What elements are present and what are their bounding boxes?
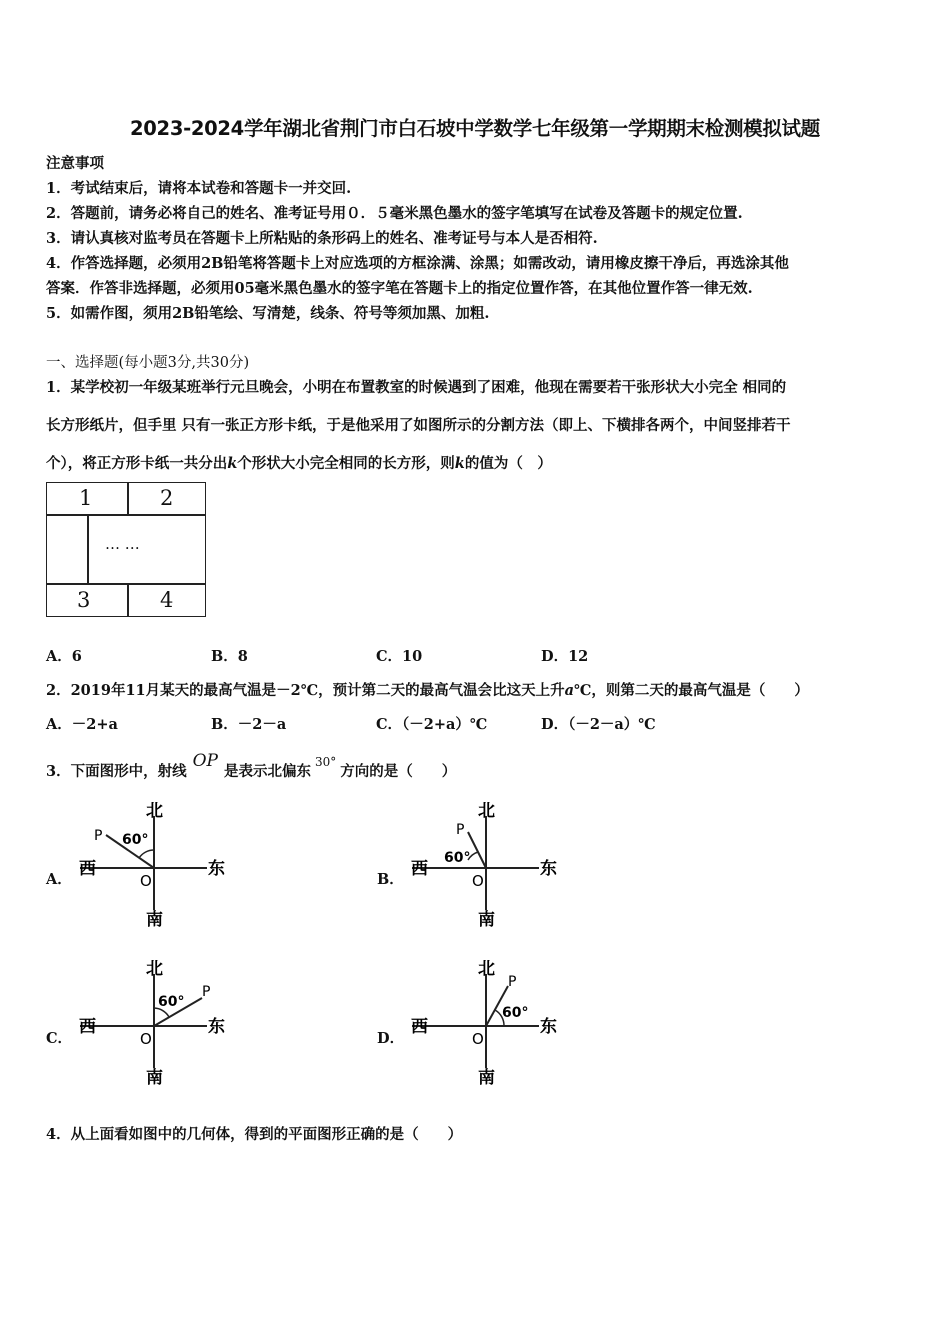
notice-item: 4．作答选择题，必须用2B铅笔将答题卡上对应选项的方框涂满、涂黑；如需改动，请用橡皮擦干净后，再选涂其他 [46, 255, 789, 272]
compass-figure-c [72, 960, 242, 1085]
q2-option-b[interactable]: B．－2－a [211, 716, 287, 733]
section-heading: 一、选择题(每小题3分,共30分) [46, 355, 250, 371]
angle-label: 60° [158, 994, 185, 1010]
q2-stem: 2．2019年11月某天的最高气温是－2℃，预计第二天的最高气温会比这天上升a℃，则第二天的最高气温是（ ） [46, 682, 809, 699]
south-label: 南 [146, 1068, 163, 1085]
q4-stem: 4．从上面看如图中的几何体，得到的平面图形正确的是（ ） [46, 1126, 463, 1143]
east-label: 东 [540, 1017, 557, 1037]
notice-item: 3．请认真核对监考员在答题卡上所粘贴的条形码上的姓名、准考证号与本人是否相符. [46, 230, 598, 247]
q3-stem: 3．下面图形中，射线OP是表示北偏东$^{30^\circ}$方向的是（ ） [46, 751, 457, 780]
origin-label: O [472, 1030, 484, 1048]
angle-label: 60° [502, 1005, 529, 1021]
point-label: P [94, 828, 103, 844]
south-label: 南 [478, 1068, 495, 1085]
page-title: 2023-2024学年湖北省荆门市白石坡中学数学七年级第一学期期末检测模拟试题 [130, 117, 820, 140]
point-label: P [508, 974, 517, 990]
cell-label: 3 [77, 588, 91, 612]
notice-item: 5．如需作图，须用2B铅笔绘、写清楚，线条、符号等须加黑、加粗. [46, 305, 490, 322]
q2-option-a[interactable]: A．－2+a [46, 716, 118, 733]
west-label: 西 [79, 1017, 96, 1037]
east-label: 东 [208, 859, 225, 879]
q1-line1: 1．某学校初一年级某班举行元旦晚会，小明在布置教室的时候遇到了困难，他现在需要若干张形状大小完全 相同的 [46, 379, 787, 396]
q3-option-a[interactable]: A． [46, 871, 72, 888]
q3-option-d[interactable]: D． [377, 1030, 405, 1047]
notice-heading: 注意事项 [46, 155, 104, 172]
q1-option-c[interactable]: C．10 [376, 648, 423, 665]
north-label: 北 [146, 802, 163, 821]
notice-item: 2．答题前，请务必将自己的姓名、准考证号用０．５毫米黑色墨水的签字笔填写在试卷及答题卡的规定位置. [46, 205, 743, 222]
north-label: 北 [146, 960, 163, 979]
angle-label: 60° [444, 850, 471, 866]
q1-line2: 长方形纸片，但手里 只有一张正方形卡纸，于是他采用了如图所示的分割方法（即上、下横排各两个，中间竖排若干 [46, 417, 791, 434]
west-label: 西 [411, 859, 428, 879]
origin-label: O [140, 1030, 152, 1048]
compass-figure-a [72, 802, 242, 927]
q1-line3: 个），将正方形卡纸一共分出k个形状大小完全相同的长方形，则k的值为（ ） [46, 455, 552, 472]
west-label: 西 [79, 859, 96, 879]
point-label: P [456, 822, 465, 838]
east-label: 东 [540, 859, 557, 879]
north-label: 北 [478, 960, 495, 979]
compass-figure-b [404, 802, 574, 927]
notice-item: 答案．作答非选择题，必须用05毫米黑色墨水的签字笔在答题卡上的指定位置作答，在其他位置作答一律无效. [46, 280, 753, 297]
origin-label: O [472, 872, 484, 890]
east-label: 东 [208, 1017, 225, 1037]
cell-dots: … … [105, 535, 140, 553]
compass-figure-d [404, 960, 574, 1085]
q1-option-b[interactable]: B．8 [211, 648, 248, 665]
cell-label: 2 [160, 486, 174, 510]
q1-figure [46, 482, 206, 617]
south-label: 南 [478, 910, 495, 927]
q3-option-c[interactable]: C． [46, 1030, 73, 1047]
point-label: P [202, 984, 211, 1000]
south-label: 南 [146, 910, 163, 927]
q2-option-c[interactable]: C．（－2+a）℃ [376, 716, 488, 733]
north-label: 北 [478, 802, 495, 821]
origin-label: O [140, 872, 152, 890]
q1-option-d[interactable]: D．12 [541, 648, 589, 665]
cell-label: 4 [160, 588, 174, 612]
q2-option-d[interactable]: D．（－2－a）℃ [541, 716, 656, 733]
notice-item: 1．考试结束后，请将本试卷和答题卡一并交回. [46, 180, 352, 197]
q1-option-a[interactable]: A．6 [46, 648, 82, 665]
cell-label: 1 [79, 486, 93, 510]
q3-option-b[interactable]: B． [377, 871, 404, 888]
west-label: 西 [411, 1017, 428, 1037]
angle-label: 60° [122, 832, 149, 848]
